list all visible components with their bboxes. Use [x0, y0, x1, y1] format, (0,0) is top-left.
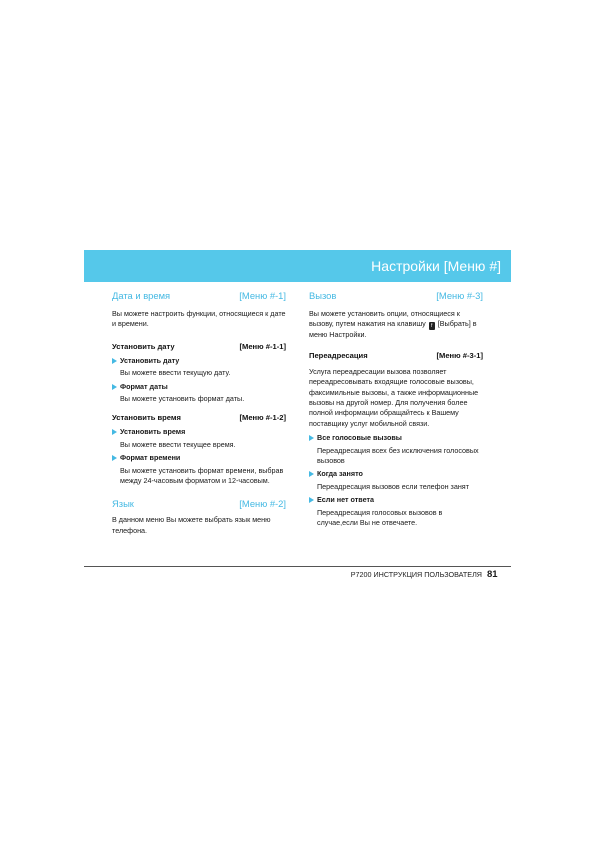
section-title: Вызов	[309, 290, 337, 301]
section-intro: Услуга переадресации вызова позволяет переадресовывать входящие голосовые вызовы, факсимильные вызовы, а также информационные вызовы на другой номер. Для получения более полной информации обращайтесь к Вашему поставщику услуг мобильной связи.	[309, 366, 479, 428]
section-heading-language	[112, 498, 286, 510]
list-item	[112, 382, 286, 405]
subsection-title: Установить дату	[112, 341, 175, 351]
menu-code: [Меню #-1-2]	[239, 413, 286, 423]
item-title: Когда занято	[317, 469, 363, 479]
footer-divider	[84, 566, 511, 567]
arrow-icon	[112, 455, 117, 461]
item-description: Переадресация вызовов если телефон занят	[317, 481, 469, 491]
softkey-icon: f	[429, 322, 435, 330]
arrow-icon	[112, 429, 117, 435]
section-intro: Вы можете настроить функции, относящиеся к дате и времени.	[112, 309, 286, 329]
page-number: 81	[487, 569, 498, 580]
arrow-icon	[309, 471, 314, 477]
section-intro: Вы можете установить опции, относящиеся к вызову, путем нажатия на клавишу f [Выбрать] в меню Настройки.	[309, 309, 477, 340]
arrow-icon	[309, 497, 314, 503]
subsection-heading-set-date	[112, 341, 286, 352]
list-item	[112, 356, 286, 379]
list-item	[309, 469, 483, 492]
subsection-title: Установить время	[112, 413, 181, 423]
menu-code: [Меню #-1]	[239, 290, 286, 301]
section-heading-date-time	[112, 290, 286, 302]
section-title: Язык	[112, 498, 134, 510]
list-item	[309, 495, 483, 528]
right-column	[309, 290, 483, 529]
menu-code: [Меню #-3-1]	[436, 350, 483, 360]
left-column	[112, 290, 286, 536]
menu-code: [Меню #-2]	[239, 498, 286, 510]
section-header-band	[84, 250, 511, 282]
item-title: Если нет ответа	[317, 495, 375, 505]
section-title: Дата и время	[112, 290, 171, 301]
item-title: Установить время	[120, 427, 186, 437]
item-description: Вы можете ввести текущее время.	[120, 439, 236, 449]
subsection-heading-set-time	[112, 412, 286, 423]
menu-code: [Меню #-1-1]	[239, 341, 286, 351]
arrow-icon	[112, 384, 117, 390]
subsection-heading-forward	[309, 350, 483, 361]
section-intro: В данном меню Вы можете выбрать язык меню телефона.	[112, 515, 271, 535]
subsection-title: Переадресация	[309, 350, 368, 360]
list-item	[309, 433, 483, 466]
item-title: Установить дату	[120, 355, 180, 365]
page-title: Настройки [Меню #]	[371, 258, 501, 274]
section-heading-call	[309, 290, 483, 302]
item-title: Формат даты	[120, 381, 168, 391]
item-description: Переадресация голосовых вызовов в случае,если Вы не отвечаете.	[317, 507, 443, 528]
item-description: Вы можете ввести текущую дату.	[120, 368, 231, 378]
list-item	[112, 453, 286, 486]
item-description: Вы можете установить формат даты.	[120, 394, 245, 404]
footer-manual-title: P7200 ИНСТРУКЦИЯ ПОЛЬЗОВАТЕЛЯ	[350, 570, 482, 579]
item-title: Формат времени	[120, 453, 181, 463]
arrow-icon	[309, 435, 314, 441]
menu-code: [Меню #-3]	[436, 290, 483, 301]
item-description: Переадресация всех без исключения голосовых вызовов	[317, 445, 479, 466]
item-description: Вы можете установить формат времени, выбрав между 24-часовым форматом и 12-часовым.	[120, 465, 284, 486]
arrow-icon	[112, 358, 117, 364]
item-title: Все голосовые вызовы	[317, 433, 402, 443]
list-item	[112, 427, 286, 450]
